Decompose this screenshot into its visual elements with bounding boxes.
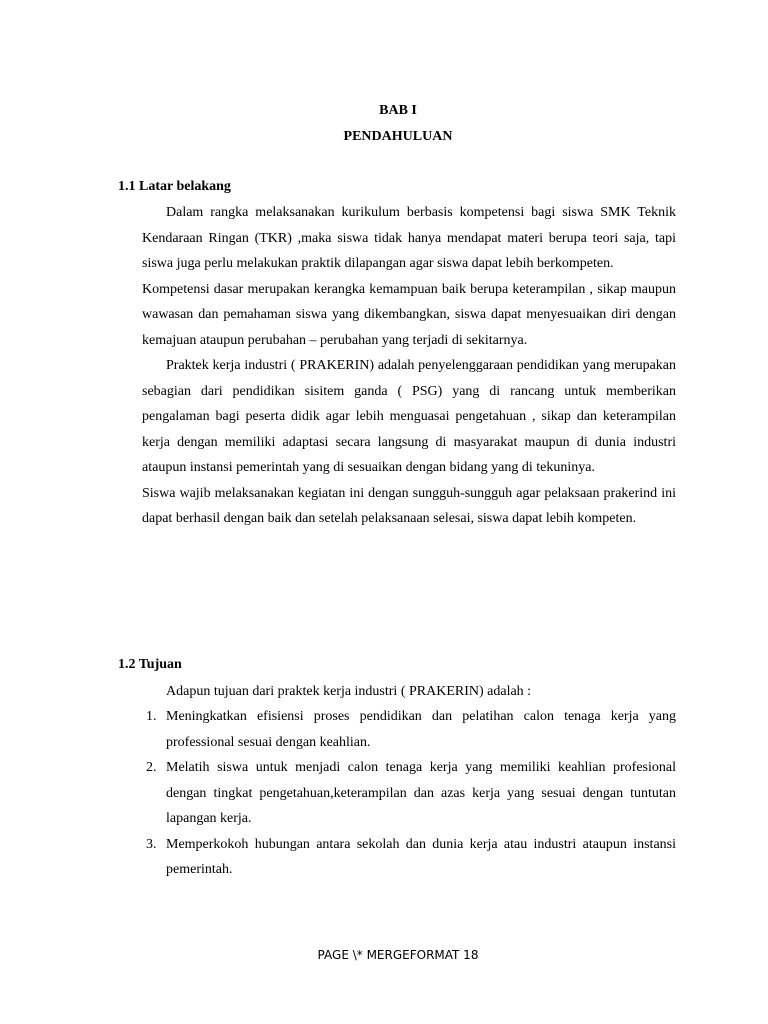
list-item-number: 2. [146, 760, 157, 775]
list-item [142, 704, 676, 755]
section-body-latar-belakang [142, 200, 676, 532]
paragraph: Siswa wajib melaksanakan kegiatan ini dengan sungguh-sungguh agar pelaksaan prakerind ini dapat berhasil dengan baik dan setelah pelaksanaan selesai, siswa dapat lebih kompeten. [142, 485, 676, 526]
page-footer: PAGE \* MERGEFORMAT 18 [317, 948, 479, 962]
section-heading-latar-belakang: 1.1 Latar belakang [118, 179, 231, 194]
list-item-text: Memperkokoh hubungan antara sekolah dan dunia kerja atau industri ataupun instansi pemerintah. [166, 836, 676, 877]
list-item-text: Meningkatkan efisiensi proses pendidikan dan pelatihan calon tenaga kerja yang professional sesuai dengan keahlian. [166, 709, 676, 750]
paragraph: Dalam rangka melaksanakan kurikulum berbasis kompetensi bagi siswa SMK Teknik Kendaraan Ringan (TKR) ,maka siswa tidak hanya mendapat materi berupa teori saja, tapi siswa juga perlu melakukan praktik dilapangan agar siswa dapat lebih berkompeten. [142, 205, 676, 271]
section-heading-tujuan: 1.2 Tujuan [118, 657, 182, 672]
list-item-number: 1. [146, 709, 157, 724]
objectives-list [142, 704, 676, 883]
chapter-title: PENDAHULUAN [343, 129, 453, 144]
list-item-text: Melatih siswa untuk menjadi calon tenaga kerja yang memiliki keahlian profesional dengan tingkat pengetahuan,keterampilan dan azas kerja yang sesuai dengan tuntutan lapangan kerja. [166, 760, 676, 826]
list-item [142, 755, 676, 832]
list-item-number: 3. [146, 836, 157, 852]
paragraph: Praktek kerja industri ( PRAKERIN) adalah penyelenggaraan pendidikan yang merupakan sebagian dari pendidikan sisitem ganda ( PSG) yang di rancang untuk memberikan pengalaman bagi peserta didik agar lebih menguasai pengetahuan , sikap dan keterampilan kerja dengan memiliki adaptasi secara langsung di masyarakat maupun di dunia industri ataupun instansi pemerintah yang di sesuaikan dengan bidang yang di tekuninya. [142, 358, 676, 475]
paragraph: Kompetensi dasar merupakan kerangka kemampuan baik berupa keterampilan , sikap maupun wawasan dan pemahaman siswa yang dikembangkan, siswa dapat menyesuaikan diri dengan kemajuan ataupun perubahan – perubahan yang terjadi di sekitarnya. [142, 281, 676, 348]
section-intro-tujuan: Adapun tujuan dari praktek kerja industri ( PRAKERIN) adalah : [166, 684, 532, 699]
list-item [142, 832, 676, 883]
chapter-number: BAB I [379, 103, 417, 118]
